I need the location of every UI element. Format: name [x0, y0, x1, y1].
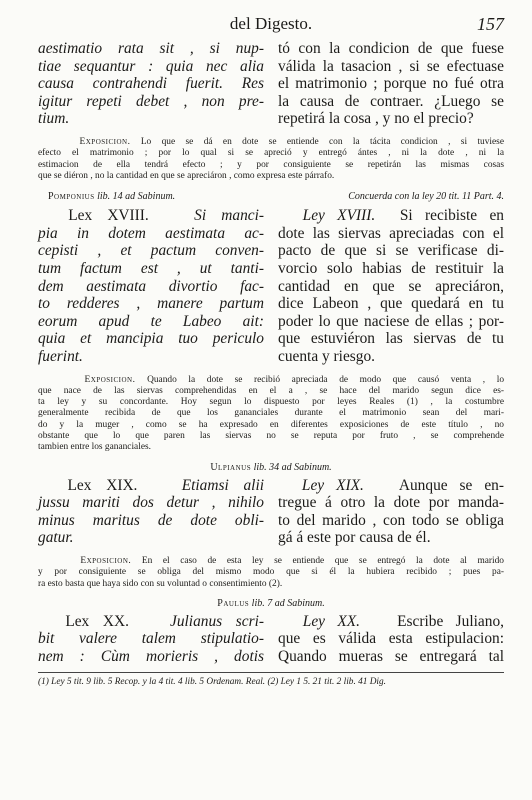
- latin-line: bit valere talem stipulatio-: [38, 630, 264, 648]
- exposition-line: efecto el matrimonio ; por lo qual si se apreció y entregó ántes , ni la dote , ni la: [38, 148, 504, 159]
- law-heading: Ley XVIII.: [302, 207, 376, 225]
- spanish-line: dote las siervas apreciadas con el: [278, 224, 504, 242]
- law-20: [38, 613, 504, 666]
- latin-column: [38, 207, 264, 365]
- exposition-line: Exposicion. Lo que se dá en dote se entiende con la tácita condicion , si tuviese: [79, 136, 504, 147]
- spanish-line: dice Labeon , que quedará en tu: [278, 295, 504, 313]
- law-heading: Ley XIX.: [301, 476, 364, 494]
- book-page: [38, 14, 504, 687]
- latin-column: [38, 613, 264, 666]
- spanish-line: Quando mueras se entregará tal: [278, 648, 504, 666]
- spanish-line: repetirá la cosa , y no el precio?: [278, 110, 474, 128]
- exposition-label: Exposicion.: [84, 374, 136, 385]
- exposition-line: obstante que lo que paren las siervas no se reputa por fruto , se comprehende: [38, 430, 504, 441]
- spanish-line: la causa de contraer. ¿Luego se: [278, 92, 504, 110]
- latin-line: to redderes , manere partum: [38, 295, 264, 313]
- spanish-column: [278, 477, 504, 547]
- latin-line: tum factum est , ut tanti-: [38, 259, 264, 277]
- latin-line: quia et mancipia tuo periculo: [38, 330, 264, 348]
- spanish-line: Ley XIX. Aunque se en-: [301, 476, 504, 494]
- latin-line: aestimatio rata sit , si nup-: [38, 40, 264, 57]
- exposition-line: do y la muger , como se ha expresado en diferentes exposiciones de este título , no: [38, 419, 504, 430]
- spanish-line: vorcio solo habias de restituir la: [278, 259, 504, 277]
- law-19-citation: Ulpianus lib. 34 ad Sabinum.: [210, 461, 332, 473]
- footnote: (1) Ley 5 tit. 9 lib. 5 Recop. y la 4 tit. 4 lib. 5 Ordenam. Real. (2) Ley 1 5. 21 tit. 2 lib. 41 Dig.: [38, 676, 386, 687]
- spanish-line: cantidad en que se apreciáron,: [278, 277, 504, 295]
- latin-line: pia in dotem aestimata ac-: [38, 224, 264, 242]
- spanish-line: gá á este por causa de él.: [278, 529, 431, 547]
- spanish-column: [278, 613, 504, 666]
- exposition-1: [38, 137, 504, 182]
- law-heading: Lex XX.: [65, 612, 129, 630]
- spanish-line: tó con la condicion de que fuese: [278, 40, 504, 57]
- latin-line: causa contrahendi fuerit. Res: [38, 75, 264, 93]
- latin-line: Lex XX. Julianus scri-: [65, 612, 265, 630]
- law-heading: Ley XX.: [302, 612, 361, 630]
- exposition-label: Exposicion.: [79, 136, 131, 147]
- spanish-line: Ley XVIII. Si recibiste en: [302, 207, 504, 225]
- exposition-line: que nace de las siervas comprehendidas en el a , se hace del marido segun dice es-: [38, 385, 504, 396]
- latin-column: [38, 477, 264, 547]
- exposition-line: Exposicion. En el caso de esta ley se entiende que se entregó la dote al marido: [80, 555, 504, 566]
- latin-line: fuerint.: [38, 347, 83, 365]
- latin-line: jussu mariti dos detur , nihilo: [38, 494, 264, 512]
- latin-line: nem : Cùm morieris , dotis: [38, 648, 264, 666]
- latin-line: Lex XVIII. Si manci-: [68, 207, 265, 225]
- exposition-line: tambien entre los gananciales.: [38, 442, 151, 453]
- exposition-line: Exposicion. Quando la dote se recibió apreciada de modo que causó venta , lo: [84, 374, 505, 385]
- spanish-line: que estuviéron las siervas de tu: [278, 330, 504, 348]
- spanish-line: que es válida esta estipulacion:: [278, 630, 504, 648]
- top-continuation: [38, 40, 504, 128]
- law-heading: Lex XIX.: [67, 476, 138, 494]
- spanish-line: Ley XX. Escribe Juliano,: [302, 612, 504, 630]
- exposition-label: Exposicion.: [80, 555, 132, 566]
- footnote-rule: [38, 672, 504, 673]
- spanish-line: el matrimonio ; porque no fué otra: [278, 75, 504, 93]
- spanish-line: pacto de que si se verificase di-: [278, 242, 504, 260]
- law-18-citation: [38, 191, 504, 202]
- spanish-line: to del marido , con todo se obliga: [278, 511, 504, 529]
- spanish-column: [278, 40, 504, 128]
- page-number: 157: [477, 14, 504, 34]
- exposition-line: estimacion de ella tendrá efecto ; y por consiguiente se repetirán las mismas cosas: [38, 159, 504, 170]
- latin-line: Lex XIX. Etiamsi alii: [67, 476, 264, 494]
- latin-line: tium.: [38, 110, 70, 128]
- spanish-line: cuenta y riesgo.: [278, 347, 376, 365]
- spanish-line: tregue á otro la dote por manda-: [278, 494, 504, 512]
- latin-line: cepisti , et pactum conven-: [38, 242, 264, 260]
- latin-line: minus maritus de dote obli-: [38, 511, 264, 529]
- spanish-column: [278, 207, 504, 365]
- law-18: [38, 207, 504, 365]
- exposition-2: [38, 375, 504, 454]
- citation-left: Pomponius lib. 14 ad Sabinum.: [48, 191, 176, 203]
- law-20-citation: Paulus lib. 7 ad Sabinum.: [217, 597, 325, 609]
- exposition-line: y por consiguiente se obliga del mismo modo que si él la hubiera recibido ; pues pa-: [38, 567, 504, 578]
- spanish-line: poder lo que naciese de ellas ; por-: [278, 312, 504, 330]
- exposition-line: generalmente recibida de que los gananciales durante el matrimonio sean del mari-: [38, 408, 504, 419]
- running-head: del Digesto.: [229, 14, 313, 33]
- exposition-3: [38, 556, 504, 590]
- exposition-line: ta ley y su concordante. Hoy segun lo dispuesto por leyes Reales (1) , la costumbre: [38, 397, 504, 408]
- spanish-line: válida la tasacion , si se efectuase: [278, 57, 504, 75]
- latin-line: igitur repeti debet , non pre-: [38, 92, 264, 110]
- citation-right: Concuerda con la ley 20 tit. 11 Part. 4.: [348, 191, 504, 203]
- latin-column: [38, 40, 264, 128]
- latin-line: gatur.: [38, 529, 74, 547]
- latin-line: tiae sequantur : quia nec alia: [38, 57, 264, 75]
- exposition-line: que se diéron , no la cantidad en que se apreciáron , como expresa este párrafo.: [38, 170, 335, 181]
- latin-line: eorum apud te Labeo ait:: [38, 312, 264, 330]
- latin-line: dem aestimata divortio fac-: [38, 277, 264, 295]
- law-19: [38, 477, 504, 547]
- page-header: [38, 14, 504, 40]
- law-heading: Lex XVIII.: [68, 207, 149, 225]
- exposition-line: ra esto basta que haya sido con su voluntad o consentimiento (2).: [38, 578, 283, 589]
